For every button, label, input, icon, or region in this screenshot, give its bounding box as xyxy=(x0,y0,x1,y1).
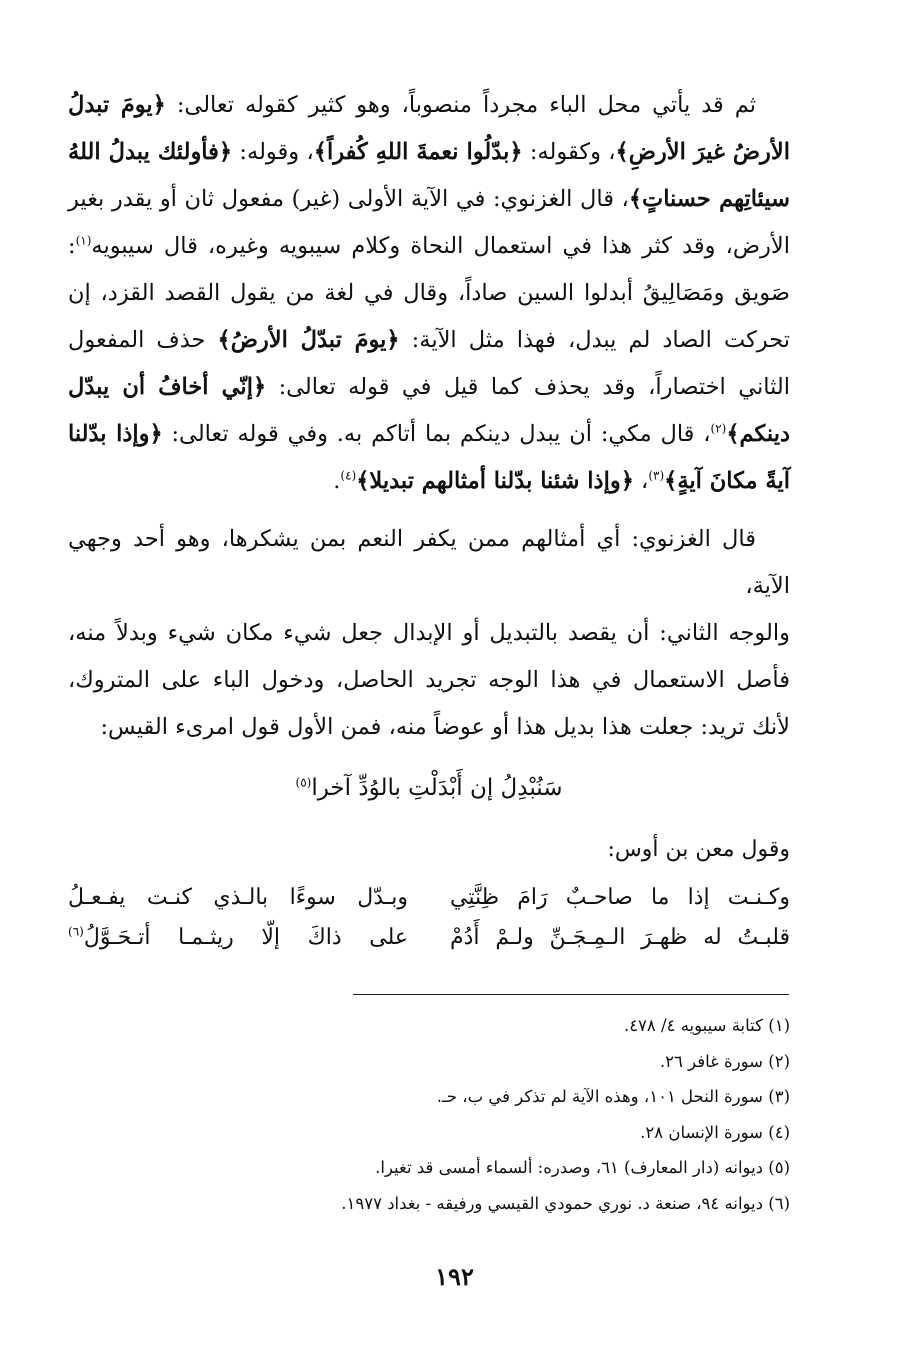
verse-text: على ذاكَ إلّا ريثـمـا أتـحَـوَّلُ xyxy=(83,925,408,950)
footnote: (٥) ديوانه (دار المعارف) ٦١، وصدره: ألسماء أمسى قد تغيرا. xyxy=(375,1158,790,1177)
text-run: ، xyxy=(633,468,649,494)
quran-quote: ﴿وإذا بدّلنا آيةً مكانَ آيةٍ﴾ xyxy=(68,421,790,494)
footnote: (٣) سورة النحل ١٠١، وهذه الآية لم تذكر في ب، حـ. xyxy=(436,1087,790,1106)
footnote-ref: (٥) xyxy=(295,775,312,790)
footnotes xyxy=(230,1012,790,1225)
footnote-ref: (٢) xyxy=(710,421,727,436)
footnote: (٦) ديوانه ٩٤، صنعة د. نوري حمودي القيسي ورفيقه - بغداد ١٩٧٧. xyxy=(341,1193,790,1213)
footnote-ref: (١) xyxy=(75,233,92,248)
footnote-divider xyxy=(353,994,789,995)
quran-quote: ﴿بدّلُوا نعمةَ اللهِ كُفراً﴾ xyxy=(313,139,523,165)
text-run: ، وكقوله: xyxy=(522,139,616,165)
verse-hemistich-first: قلبـتُ له ظهـرَ الـمِـجَـنِّ ولـمْ أَدُمْ xyxy=(450,925,790,950)
footnote: (٢) سورة غافر ٢٦. xyxy=(659,1051,790,1071)
verse-intro: وقول معن بن أوس: xyxy=(607,837,790,862)
quran-quote: ﴿يومَ تبدلُ الأرضُ غيرَ الأرضِ﴾ xyxy=(68,92,790,165)
verse-hemistich-first: وكـنـت إذا ما صاحـبٌ رَامَ ظِنَّتِي xyxy=(450,885,790,910)
text-run: . xyxy=(333,468,341,494)
verse-hemistich-second: وبـدّل سوءًا بالـذي كنـت يفـعـلُ xyxy=(68,885,408,910)
text-run: ثم قد يأتي محل الباء مجرداً منصوباً، وهو كثير كقوله تعالى: xyxy=(165,92,757,118)
paragraph-1 xyxy=(68,82,790,505)
verse-line-1 xyxy=(68,885,790,925)
footnote-ref: (٤) xyxy=(340,468,357,483)
verse-imru-al-qays xyxy=(68,775,790,815)
text-run: ، قال مكي: أن يبدل دينكم بما أتاكم به. وفي قوله تعالى: xyxy=(162,421,711,447)
text-run: حذف المفعول الثاني اختصاراً، وقد يحذف كما قيل في قوله تعالى: xyxy=(68,327,791,400)
footnote-ref: (٦) xyxy=(68,924,84,939)
paragraph-3: والوجه الثاني: أن يقصد بالتبديل أو الإبدال جعل شيء مكان شيء وبدلاً منه، فأصل الاستعمال في هذا الوجه تجريد الحاصل، ودخول الباء على المتروك، لأنك تريد: جعلت هذا بديل هذا أو عوضاً منه، فمن الأول قول امرىء القيس: xyxy=(68,620,790,740)
quran-quote: ﴿إنّي أخافُ أن يبدّل دينكم﴾ xyxy=(68,374,790,447)
footnote-ref: (٣) xyxy=(648,468,665,483)
text-run: ، قال الغزنوي: في الآية الأولى (غير) مفعول ثان أو يقدر بغير الأرض، وقد كثر هذا في استعمال النحاة وكلام سيبويه وغيره، قال سيبويه xyxy=(68,186,790,259)
page-number: ١٩٢ xyxy=(435,1262,474,1291)
verse-text: سَنُبْدِلُ إن أَبْدَلْتِ بالوُدِّ آخرا xyxy=(311,775,563,801)
quran-quote: ﴿يومَ تبدّلُ الأرضُ﴾ xyxy=(217,327,400,353)
page-body xyxy=(68,82,790,965)
text-run: : صَويق ومَصَالِيقُ أبدلوا السين صاداً، وقال في لغة من يقول القصد القزد، إن تحركت الصاد لم يبدل، فهذا مثل الآية: xyxy=(68,233,790,353)
quran-quote: ﴿وإذا شئنا بدّلنا أمثالهم تبديلا﴾ xyxy=(356,468,634,494)
footnote: (٤) سورة الإنسان ٢٨. xyxy=(640,1122,790,1142)
footnote: (١) كتابة سيبويه ٤/ ٤٧٨. xyxy=(623,1016,790,1035)
quran-quote: ﴿فأولئك يبدلُ اللهُ سيئاتِهم حسناتٍ﴾ xyxy=(68,139,790,212)
paragraph-2: قال الغزنوي: أي أمثالهم ممن يكفر النعم بمن يشكرها، وهو أحد وجهي الآية، xyxy=(68,526,790,599)
text-run: ، وقوله: xyxy=(232,139,314,165)
verse-line-2 xyxy=(68,925,790,965)
verse-hemistich-second xyxy=(68,925,408,950)
